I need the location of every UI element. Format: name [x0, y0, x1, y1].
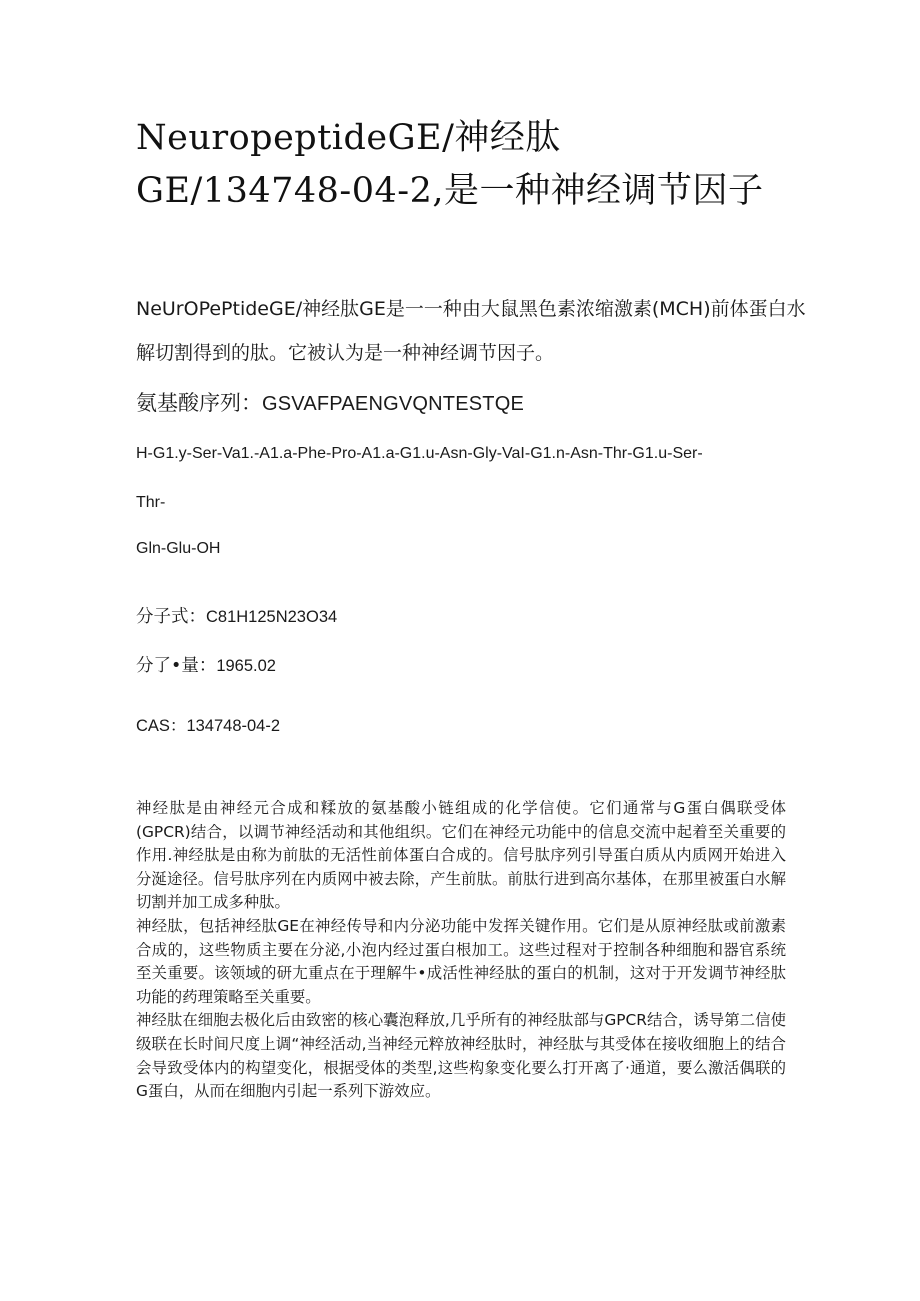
sequence-three-letter-line-1: H-G1.y-Ser-Va1.-A1.a-Phe-Pro-A1.a-G1.u-Asn-Gly-VaI-G1.n-Asn-Thr-G1.u-Ser- — [136, 445, 703, 462]
cas-number — [136, 713, 280, 739]
sequence-label: 氨基酸序列： — [136, 391, 262, 415]
sequence-three-letter-line-2: Thr- — [136, 494, 166, 511]
sequence-one-letter: GSVAFPAENGVQNTESTQE — [262, 393, 524, 415]
molecular-formula — [136, 604, 337, 630]
sequence-row — [136, 388, 524, 419]
sequence-three-letter-line-3: Gln-Glu-OH — [136, 540, 221, 557]
body-paragraph-1: 神经肽是由神经元合成和糅放的氨基酸小链组成的化学信使。它们通常与G蛋白偶联受体(GPCR)结合，以调节神经活动和其他组织。它们在神经元功能中的信息交流中起着至关重要的作用.神经肽是由称为前肽的无活性前体蛋白合成的。信号肽序列引导蛋白质从内质网开始进入分涎途径。信号肽序列在内质网中被去除，产生前肽。前肽行进到高尔基体，在那里被蛋白水解切割并加工成多种肽。 — [136, 799, 786, 912]
mw-label: 分了•量： — [136, 656, 217, 676]
molecular-weight — [136, 653, 276, 679]
mw-value: 1965.02 — [216, 657, 276, 675]
intro-paragraph: NeUrOPePtideGE/神经肽GE是一一种由大鼠黑色素浓缩激素(MCH)前体蛋白水解切割得到的肽。它被认为是一种神经调节因子。 — [136, 298, 806, 364]
body-paragraph-3: 神经肽在细胞去极化后由致密的核心囊泡释放,几乎所有的神经肽部与GPCR结合，诱导第二信使级联在长时间尺度上调“神经活动,当神经元粹放神经肽时，神经肽与其受体在接收细胞上的结合会导致受体内的构望变化，根据受体的类型,这些构象变化要么打开离了·通道，要么激活偶联的G蛋白，从而在细胞内引起一系列下游效应。 — [136, 1011, 786, 1101]
formula-value: C81H125N23O34 — [206, 608, 338, 626]
cas-label: CAS： — [136, 717, 187, 735]
title-line-1: NeuropeptideGE/神经肽 — [136, 118, 561, 158]
cas-value: 134748-04-2 — [186, 717, 281, 735]
body-paragraph-2: 神经肽，包括神经肽GE在神经传导和内分泌功能中发挥关键作用。它们是从原神经肽或前激素合成的，这些物质主要在分泌,小泡内经过蛋白根加工。这些过程对于控制各种细胞和器官系统至关重要。该领域的研尢重点在于理解牛•成活性神经肽的蛋白的机制，这对于开发调节神经肽功能的药理策略至关重要。 — [136, 916, 786, 1006]
formula-label: 分子式： — [136, 607, 206, 627]
description-body — [136, 797, 786, 1104]
title-line-2: GE/134748-04-2,是一种神经调节因子 — [136, 171, 764, 211]
document-title — [136, 112, 856, 218]
